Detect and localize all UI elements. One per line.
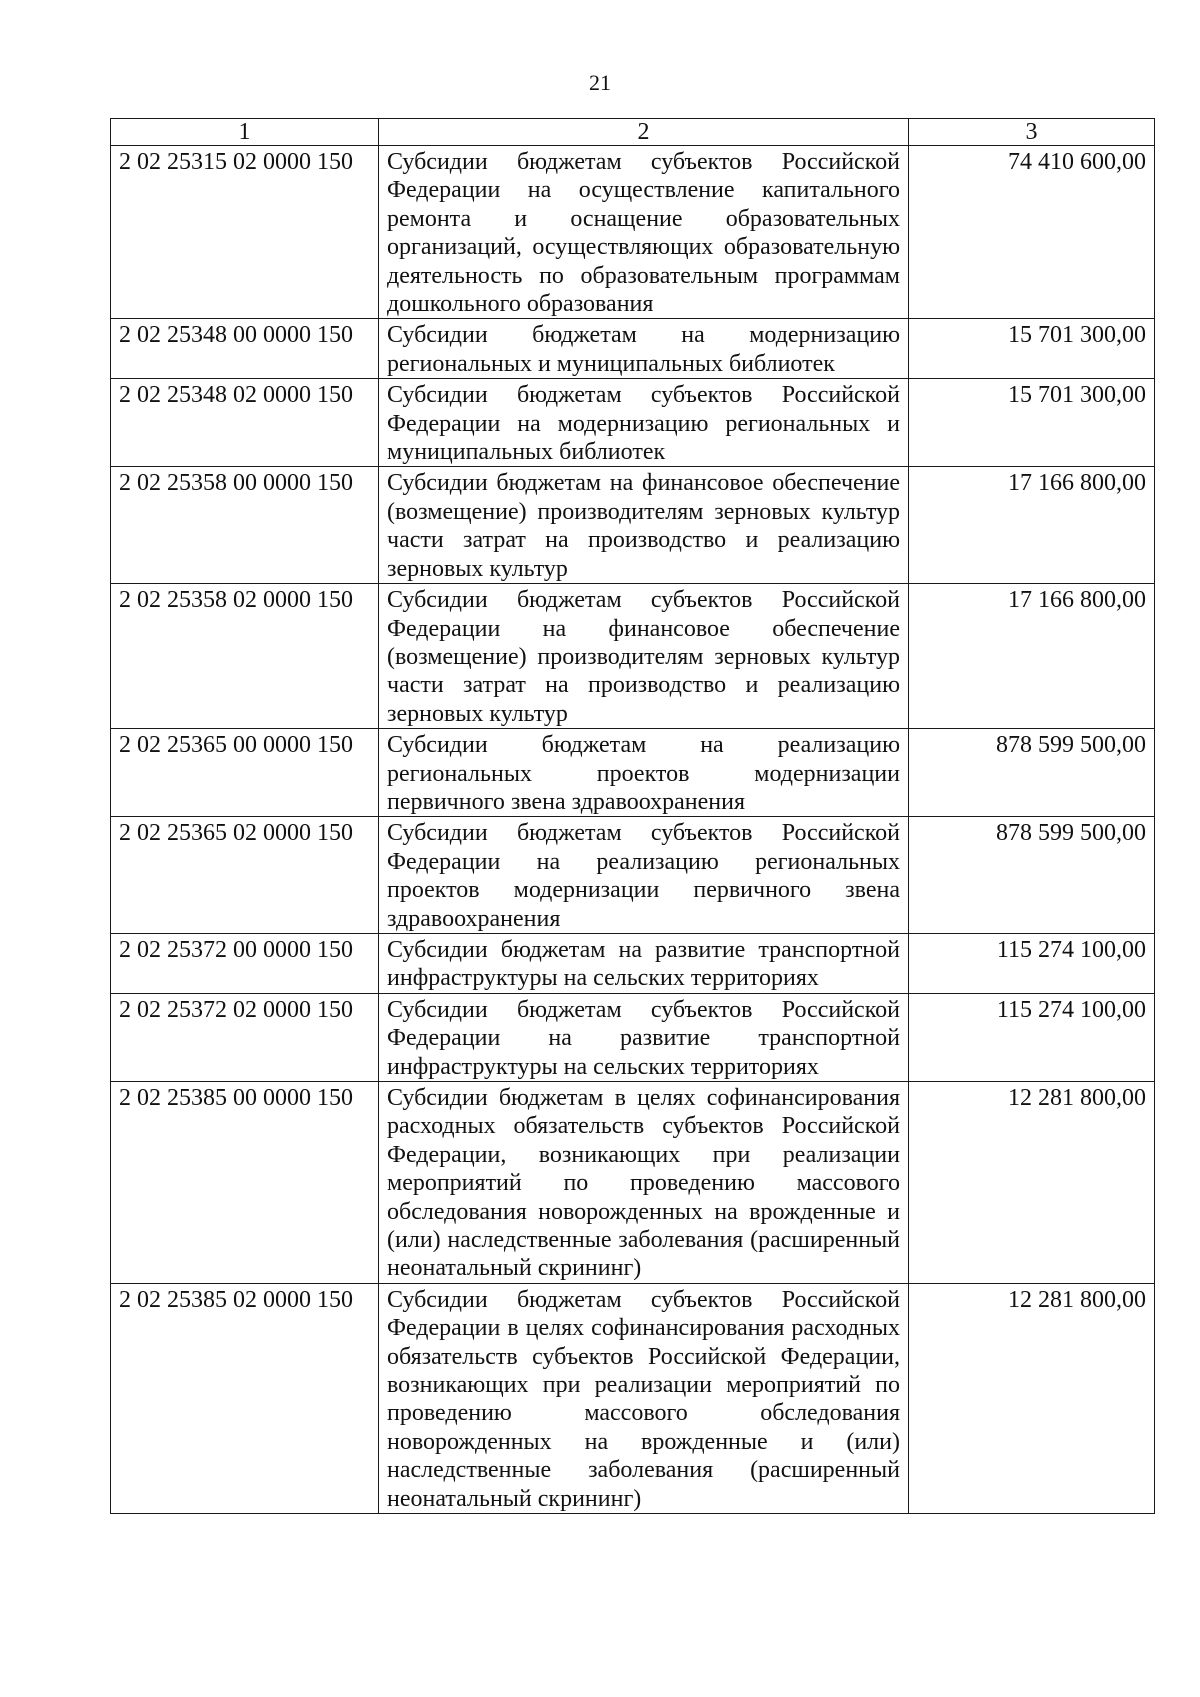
row-amount: 17 166 800,00: [909, 584, 1155, 729]
row-code: 2 02 25348 00 0000 150: [111, 319, 379, 379]
row-amount: 12 281 800,00: [909, 1082, 1155, 1284]
row-amount: 15 701 300,00: [909, 379, 1155, 467]
row-code: 2 02 25385 02 0000 150: [111, 1283, 379, 1513]
row-amount: 74 410 600,00: [909, 146, 1155, 319]
budget-revenue-table: [110, 118, 1155, 1514]
row-description: Субсидии бюджетам субъектов Российской Федерации на осуществление капитального ремонта и оснащение образовательных организаций, осуществляющих образовательную деятельность по образовательным программам дошкольного образования: [379, 146, 909, 319]
row-description: Субсидии бюджетам на модернизацию региональных и муниципальных библиотек: [379, 319, 909, 379]
table-row: [111, 584, 1155, 729]
table-row: [111, 319, 1155, 379]
row-amount: 17 166 800,00: [909, 467, 1155, 584]
row-description: Субсидии бюджетам субъектов Российской Федерации на реализацию региональных проектов модернизации первичного звена здравоохранения: [379, 817, 909, 934]
table-row: [111, 933, 1155, 993]
row-description: Субсидии бюджетам на развитие транспортной инфраструктуры на сельских территориях: [379, 933, 909, 993]
table-row: [111, 146, 1155, 319]
row-amount: 878 599 500,00: [909, 729, 1155, 817]
row-amount: 115 274 100,00: [909, 933, 1155, 993]
row-code: 2 02 25358 02 0000 150: [111, 584, 379, 729]
row-amount: 12 281 800,00: [909, 1283, 1155, 1513]
table-row: [111, 729, 1155, 817]
page-number: 21: [589, 70, 611, 95]
row-description: Субсидии бюджетам на финансовое обеспечение (возмещение) производителям зерновых культур части затрат на производство и реализацию зерновых культур: [379, 467, 909, 584]
row-description: Субсидии бюджетам субъектов Российской Федерации на финансовое обеспечение (возмещение) производителям зерновых культур части затрат на производство и реализацию зерновых культур: [379, 584, 909, 729]
column-header-description: 2: [379, 119, 909, 146]
row-amount: 115 274 100,00: [909, 993, 1155, 1081]
column-header-code: 1: [111, 119, 379, 146]
row-code: 2 02 25365 02 0000 150: [111, 817, 379, 934]
row-amount: 15 701 300,00: [909, 319, 1155, 379]
row-code: 2 02 25348 02 0000 150: [111, 379, 379, 467]
row-code: 2 02 25315 02 0000 150: [111, 146, 379, 319]
row-code: 2 02 25385 00 0000 150: [111, 1082, 379, 1284]
row-code: 2 02 25358 00 0000 150: [111, 467, 379, 584]
table-row: [111, 817, 1155, 934]
table-row: [111, 1283, 1155, 1513]
row-amount: 878 599 500,00: [909, 817, 1155, 934]
table-row: [111, 993, 1155, 1081]
table-row: [111, 467, 1155, 584]
row-description: Субсидии бюджетам субъектов Российской Федерации на модернизацию региональных и муниципальных библиотек: [379, 379, 909, 467]
table-row: [111, 379, 1155, 467]
row-description: Субсидии бюджетам на реализацию региональных проектов модернизации первичного звена здравоохранения: [379, 729, 909, 817]
row-description: Субсидии бюджетам в целях софинансирования расходных обязательств субъектов Российской Федерации, возникающих при реализации мероприятий по проведению массового обследования новорожденных на врожденные и (или) наследственные заболевания (расширенный неонатальный скрининг): [379, 1082, 909, 1284]
column-header-amount: 3: [909, 119, 1155, 146]
table-row: [111, 1082, 1155, 1284]
row-code: 2 02 25372 00 0000 150: [111, 933, 379, 993]
row-description: Субсидии бюджетам субъектов Российской Федерации в целях софинансирования расходных обязательств субъектов Российской Федерации, возникающих при реализации мероприятий по проведению массового обследования новорожденных на врожденные и (или) наследственные заболевания (расширенный неонатальный скрининг): [379, 1283, 909, 1513]
table-header-row: [111, 119, 1155, 146]
row-code: 2 02 25372 02 0000 150: [111, 993, 379, 1081]
row-description: Субсидии бюджетам субъектов Российской Федерации на развитие транспортной инфраструктуры на сельских территориях: [379, 993, 909, 1081]
row-code: 2 02 25365 00 0000 150: [111, 729, 379, 817]
